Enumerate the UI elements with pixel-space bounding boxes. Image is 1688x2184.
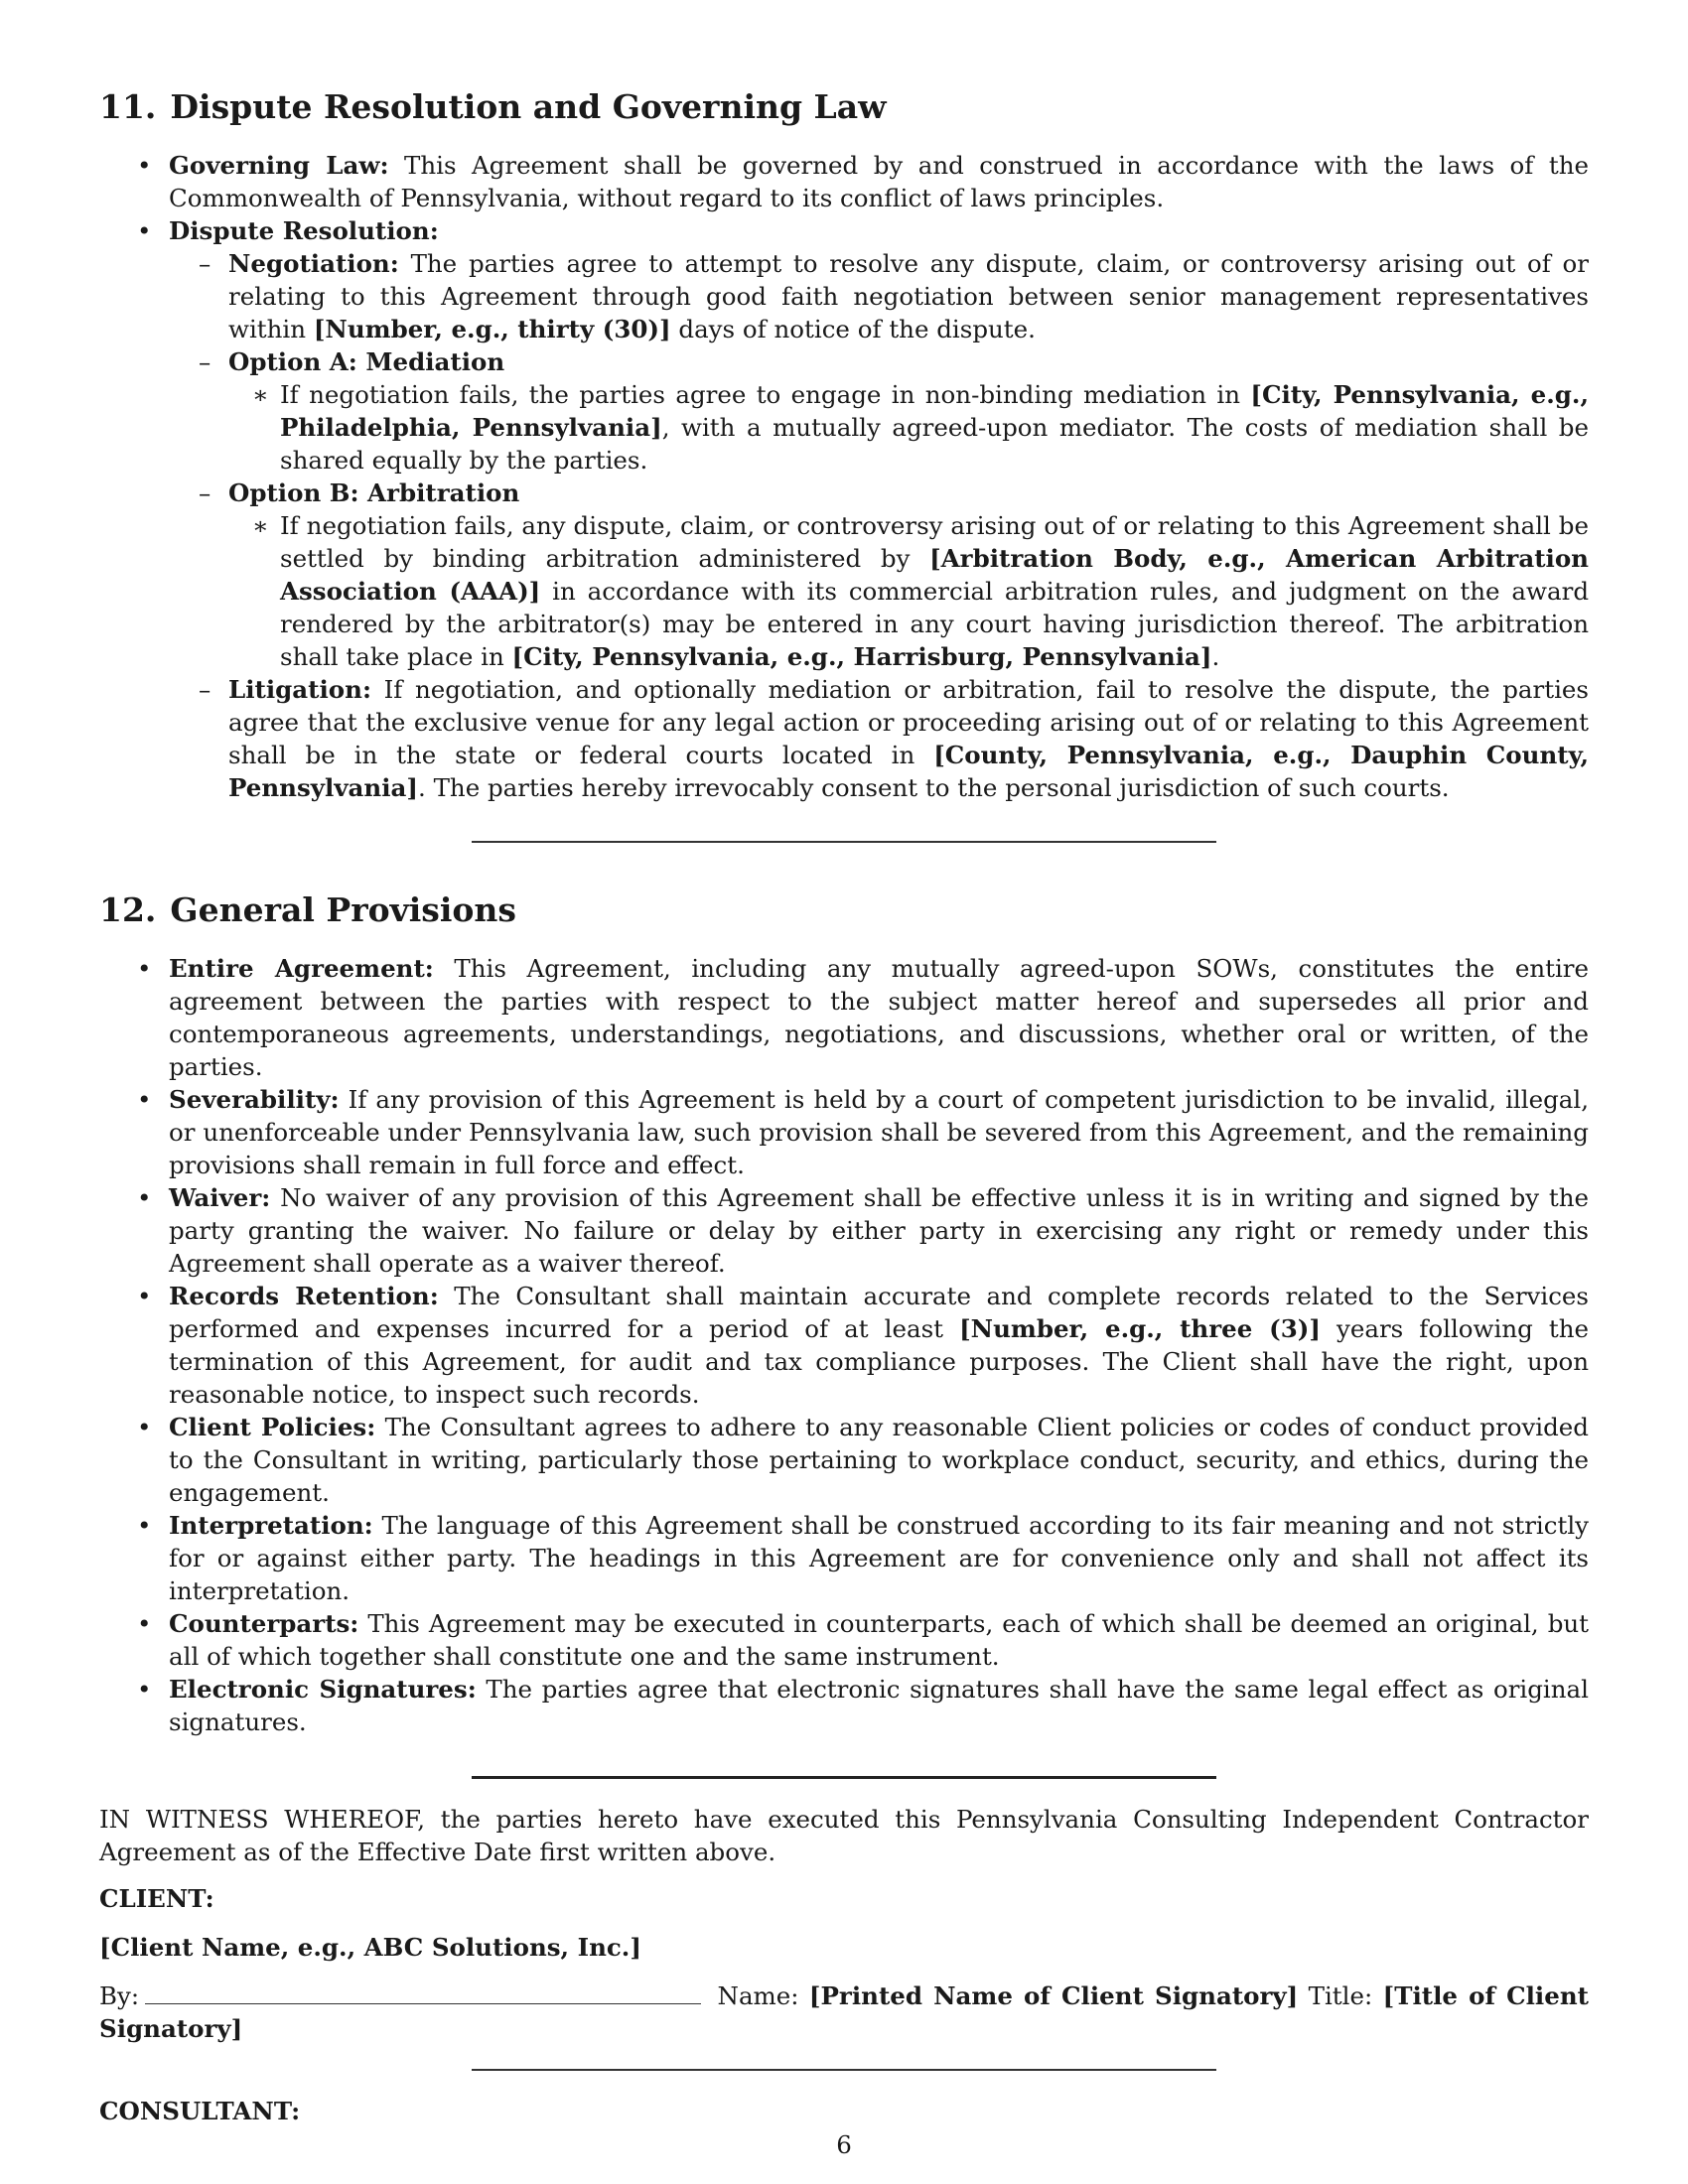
by-label: By: [99,1981,140,2010]
provision-text: This Agreement may be executed in counterparts, each of which shall be deemed an original, but all of which together shall constitute one and the same instrument. [169,1609,1589,1671]
title-placeholder: [Title of Client Signatory] [99,1981,1589,2043]
option-b-sublist [228,509,1589,673]
governing-law-text: This Agreement shall be governed by and construed in accordance with the laws of the Commonwealth of Pennsylvania, without regard to its conflict of laws principles. [169,151,1589,212]
document-page [99,87,1589,2127]
dispute-resolution-label: Dispute Resolution: [169,216,439,245]
governing-law-item [99,149,1589,214]
provision-text: The Consultant agrees to adhere to any reasonable Client policies or codes of conduct provided to the Consultant in writing, particularly those pertaining to workplace conduct, security, and ethics, during the engagement. [169,1413,1589,1507]
provision-label: Entire Agreement: [169,954,434,983]
negotiation-text-2: days of notice of the dispute. [670,315,1036,343]
arbitration-text-1: If negotiation fails, any dispute, claim, or controversy arising out of or relating to this Agreement shall be settled by binding arbitration administered by [280,511,1589,573]
provision-text-1: The Consultant shall maintain accurate and complete records related to the Services performed and expenses incurred for a period of at least [169,1282,1589,1343]
litigation-text-2: . The parties hereby irrevocably consent to the personal jurisdiction of such courts. [418,773,1450,802]
client-signature-field[interactable] [145,1979,701,2004]
option-b-label: Option B: Arbitration [228,478,520,507]
provision-label: Severability: [169,1085,340,1114]
provision-entire-agreement [99,952,1589,1083]
arbitration-text-3: . [1211,642,1220,671]
option-a-item [169,345,1589,477]
name-label: Name: [717,1981,799,2010]
option-a-text-item [228,378,1589,477]
title-label: Title: [1308,1981,1373,2010]
provision-text: The language of this Agreement shall be construed according to its fair meaning and not strictly for or against either party. The headings in this Agreement are for convenience only and shall not affect its interpretation. [169,1511,1589,1605]
client-signature-line [99,1979,1589,2045]
provision-counterparts [99,1607,1589,1673]
negotiation-item [169,247,1589,345]
provision-label: Electronic Signatures: [169,1675,477,1704]
provision-label: Waiver: [169,1183,271,1212]
mediation-city-placeholder: [City, Pennsylvania, e.g., Philadelphia, Pennsylvania] [280,380,1589,442]
witness-statement: IN WITNESS WHEREOF, the parties hereto have executed this Pennsylvania Consulting Independent Contractor Agreement as of the Effective Date first written above. [99,1805,1589,1866]
provision-client-policies [99,1411,1589,1509]
records-years-placeholder: [Number, e.g., three (3)] [959,1314,1321,1343]
arbitration-text-2: in accordance with its commercial arbitration rules, and judgment on the award rendered by the arbitrator(s) may be entered in any court having jurisdiction thereof. The arbitration shall take place in [280,577,1590,671]
provision-text: The parties agree that electronic signatures shall have the same legal effect as original signatures. [169,1675,1589,1736]
option-a-sublist [228,378,1589,477]
provision-label: Client Policies: [169,1413,376,1441]
page-number: 6 [836,2130,852,2159]
option-b-item [169,477,1589,673]
client-name-placeholder: [Client Name, e.g., ABC Solutions, Inc.] [99,1933,641,1962]
client-heading: CLIENT: [99,1884,214,1913]
printed-name-placeholder: [Printed Name of Client Signatory] [808,1981,1299,2010]
provision-severability [99,1083,1589,1181]
section-12-number: 12. [99,890,157,929]
consultant-heading: CONSULTANT: [99,2097,301,2125]
provision-waiver [99,1181,1589,1280]
mediation-text-1: If negotiation fails, the parties agree to engage in non-binding mediation in [280,380,1251,409]
mediation-text-2: , with a mutually agreed-upon mediator. The costs of mediation shall be shared equally by the parties. [280,413,1589,475]
negotiation-days-placeholder: [Number, e.g., thirty (30)] [313,315,671,343]
litigation-label: Litigation: [228,675,371,704]
dispute-resolution-item [99,214,1589,804]
arbitration-body-placeholder: [Arbitration Body, e.g., American Arbitration Association (AAA)] [280,544,1589,606]
section-11-number: 11. [99,87,157,126]
provision-label: Records Retention: [169,1282,439,1310]
section-12-title: General Provisions [170,890,517,929]
governing-law-label: Governing Law: [169,151,389,180]
litigation-text-1: If negotiation, and optionally mediation or arbitration, fail to resolve the dispute, the parties agree that the exclusive venue for any legal action or proceeding arising out of or relating to this Agreement shall be in the state or federal courts located in [228,675,1590,769]
provision-label: Interpretation: [169,1511,373,1540]
dispute-resolution-sublist [169,247,1589,804]
litigation-county-placeholder: [County, Pennsylvania, e.g., Dauphin County, Pennsylvania] [228,741,1589,802]
option-b-text-item [228,509,1589,673]
provision-text: If any provision of this Agreement is held by a court of competent jurisdiction to be invalid, illegal, or unenforceable under Pennsylvania law, such provision shall be severed from this Agreement, and the remaining provisions shall remain in full force and effect. [169,1085,1589,1179]
section-11-heading [99,87,1589,127]
option-a-label: Option A: Mediation [228,347,505,376]
section-11-title: Dispute Resolution and Governing Law [170,87,887,126]
section-11-list [99,149,1589,804]
arbitration-city-placeholder: [City, Pennsylvania, e.g., Harrisburg, Pennsylvania] [511,642,1212,671]
negotiation-label: Negotiation: [228,249,399,278]
section-12-list [99,952,1589,1738]
provision-text-2: years following the termination of this Agreement, for audit and tax compliance purposes. The Client shall have the right, upon reasonable notice, to inspect such records. [169,1314,1590,1409]
litigation-item [169,673,1589,804]
negotiation-text-1: The parties agree to attempt to resolve any dispute, claim, or controversy arising out of or relating to this Agreement through good faith negotiation between senior management representatives within [228,249,1590,343]
provision-interpretation [99,1509,1589,1607]
provision-electronic-signatures [99,1673,1589,1738]
provision-label: Counterparts: [169,1609,359,1638]
provision-text: This Agreement, including any mutually agreed-upon SOWs, constitutes the entire agreement between the parties with respect to the subject matter hereof and supersedes all prior and contemporaneous agreements, understandings, negotiations, and discussions, whether oral or written, of the parties. [169,954,1589,1081]
provision-text: No waiver of any provision of this Agreement shall be effective unless it is in writing and signed by the party granting the waiver. No failure or delay by either party in exercising any right or remedy under this Agreement shall operate as a waiver thereof. [169,1183,1589,1278]
provision-records-retention [99,1280,1589,1411]
section-12-heading [99,890,1589,930]
